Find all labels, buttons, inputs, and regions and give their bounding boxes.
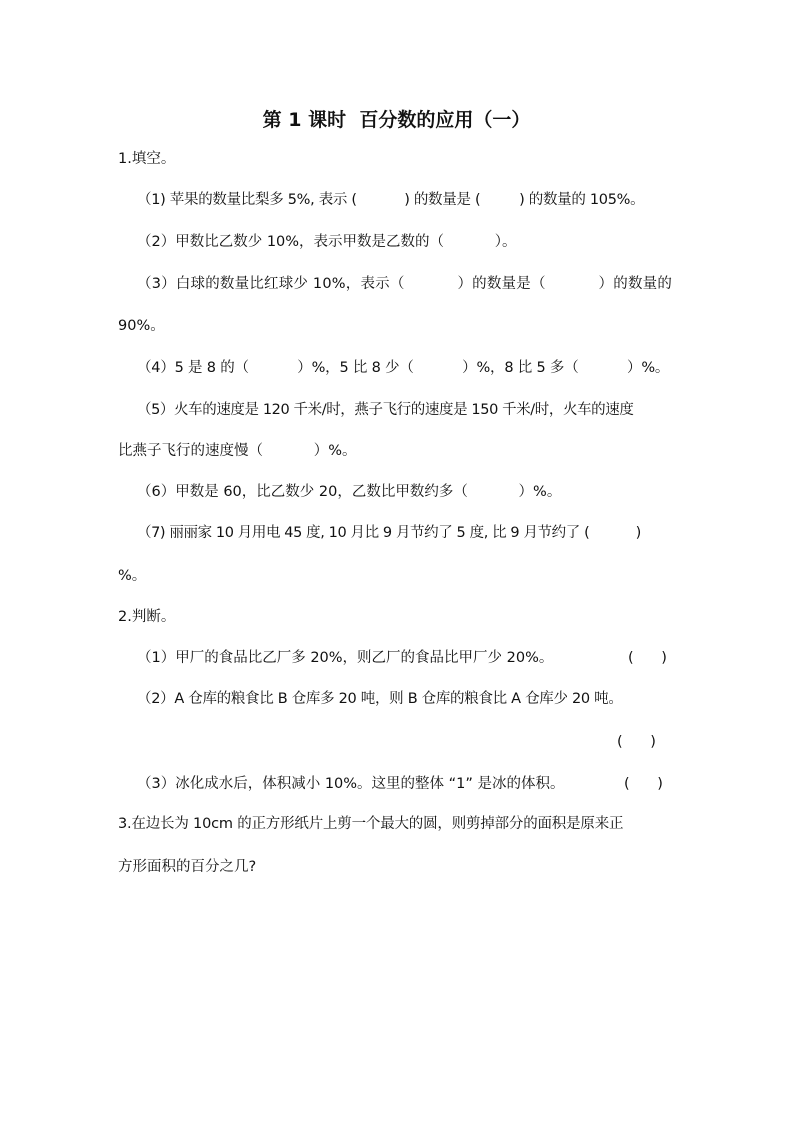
judge-answer-3: ( ) — [624, 776, 663, 792]
fill-item-1: （1) 苹果的数量比梨多 5%, 表示 ( ) 的数量是 ( ) 的数量的 105%。 — [137, 192, 645, 208]
judge-answer-2: ( ) — [617, 734, 656, 750]
fill-item-7-cont: %。 — [118, 568, 147, 584]
fill-item-7: （7) 丽丽家 10 月用电 45 度, 10 月比 9 月节约了 5 度, 比 9 月节约了 ( ) — [137, 525, 641, 541]
judge-answer-1: ( ) — [628, 650, 667, 666]
section-1-heading: 1.填空。 — [118, 151, 176, 167]
judge-item-3: （3）冰化成水后，体积减小 10%。这里的整体 “1” 是冰的体积。 — [137, 776, 565, 792]
judge-item-2: （2）A 仓库的粮食比 B 仓库多 20 吨，则 B 仓库的粮食比 A 仓库少 20 吨。 — [137, 691, 623, 707]
fill-item-5-cont: 比燕子飞行的速度慢（ ）%。 — [118, 443, 357, 459]
fill-item-5: （5）火车的速度是 120 千米/时，燕子飞行的速度是 150 千米/时，火车的速度 — [137, 402, 634, 418]
section-2-heading: 2.判断。 — [118, 609, 176, 625]
question-3-line-2: 方形面积的百分之几? — [118, 859, 257, 875]
fill-item-3: （3）白球的数量比红球少 10%，表示（ ）的数量是（ ）的数量的 — [137, 276, 673, 292]
judge-item-1: （1）甲厂的食品比乙厂多 20%，则乙厂的食品比甲厂少 20%。 — [137, 650, 554, 666]
fill-item-2: （2）甲数比乙数少 10%，表示甲数是乙数的（ ）。 — [137, 234, 517, 250]
question-3-line-1: 3.在边长为 10cm 的正方形纸片上剪一个最大的圆，则剪掉部分的面积是原来正 — [118, 816, 624, 832]
fill-item-3-cont: 90%。 — [118, 318, 165, 334]
fill-item-6: （6）甲数是 60，比乙数少 20，乙数比甲数约多（ ）%。 — [137, 484, 562, 500]
fill-item-4: （4）5 是 8 的（ ）%，5 比 8 少（ ）%，8 比 5 多（ ）%。 — [137, 360, 670, 376]
page-title: 第 1 课时 百分数的应用（一） — [262, 109, 531, 131]
